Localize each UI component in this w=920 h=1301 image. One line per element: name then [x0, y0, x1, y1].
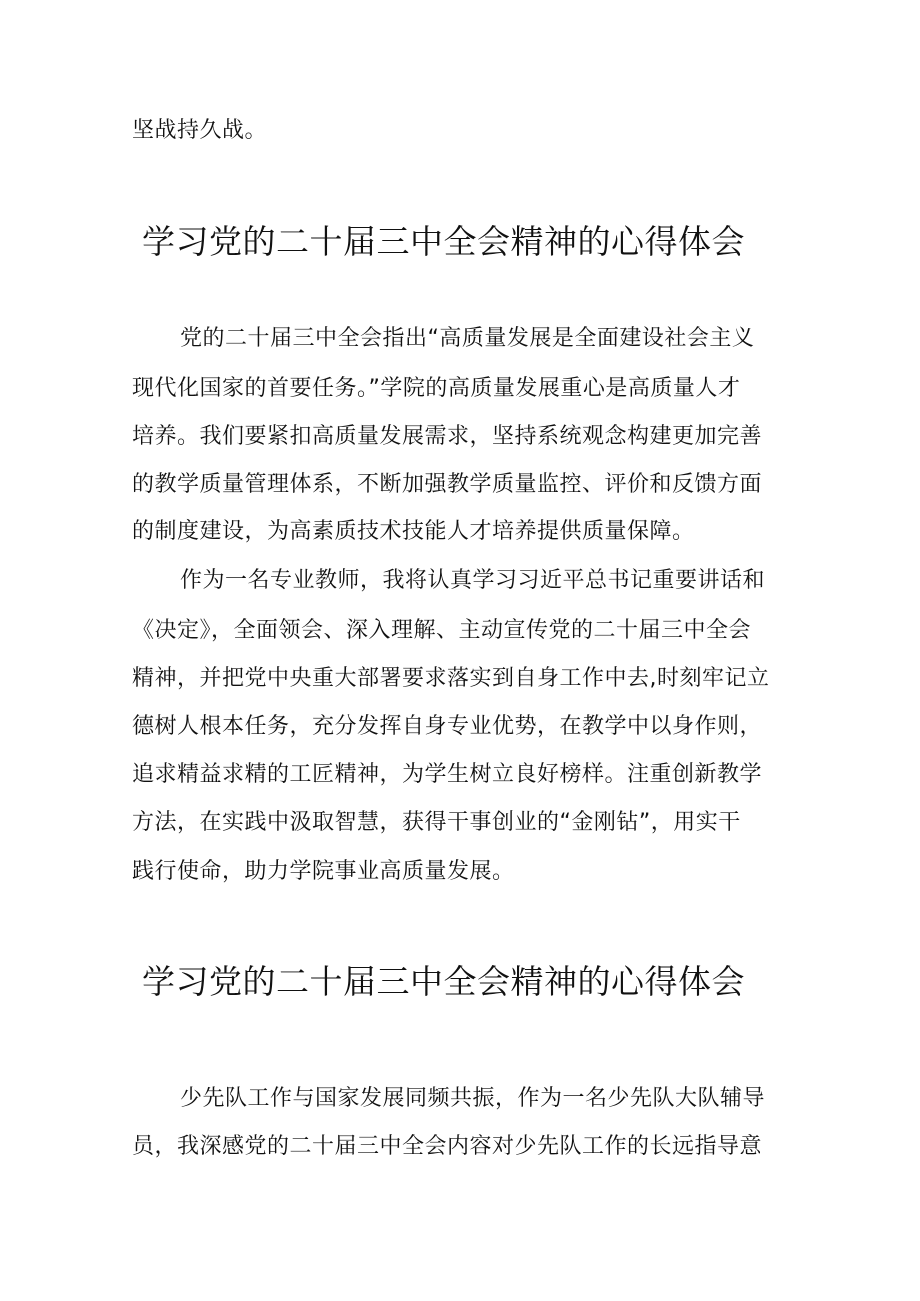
paragraph-line: 追求精益求精的工匠精神，为学生树立良好榜样。注重创新教学 [132, 762, 763, 787]
paragraph-line: 践行使命，助力学院事业高质量发展。 [132, 859, 515, 884]
paragraph-line: 《决定》，全面领会、深入理解、主动宣传党的二十届三中全会 [132, 618, 752, 643]
section-2-heading: 学习党的二十届三中全会精神的心得体会 [142, 962, 745, 1001]
paragraph-line: 员，我深感党的二十届三中全会内容对少先队工作的长远指导意 [132, 1134, 763, 1159]
paragraph-line: 方法，在实践中汲取智慧，获得干事创业的“金刚钻”，用实干 [132, 810, 741, 835]
intro-line-1: 坚战持久战。 [132, 118, 268, 143]
section-1-heading: 学习党的二十届三中全会精神的心得体会 [142, 222, 745, 261]
paragraph-line: 培养。我们要紧扣高质量发展需求，坚持系统观念构建更加完善 [132, 424, 763, 449]
paragraph-line: 作为一名专业教师，我将认真学习习近平总书记重要讲话和 [180, 568, 766, 593]
paragraph-line: 少先队工作与国家发展同频共振，作为一名少先队大队辅导 [180, 1086, 766, 1111]
paragraph-line: 的教学质量管理体系，不断加强教学质量监控、评价和反馈方面 [132, 472, 763, 497]
paragraph-line: 德树人根本任务，充分发挥自身专业优势，在教学中以身作则， [132, 714, 763, 739]
paragraph-line: 精神，并把党中央重大部署要求落实到自身工作中去,时刻牢记立 [132, 666, 770, 691]
paragraph-line: 的制度建设，为高素质技术技能人才培养提供质量保障。 [132, 519, 695, 544]
paragraph-line: 党的二十届三中全会指出“高质量发展是全面建设社会主义 [180, 326, 755, 351]
paragraph-line: 现代化国家的首要任务。”学院的高质量发展重心是高质量人才 [132, 376, 741, 401]
